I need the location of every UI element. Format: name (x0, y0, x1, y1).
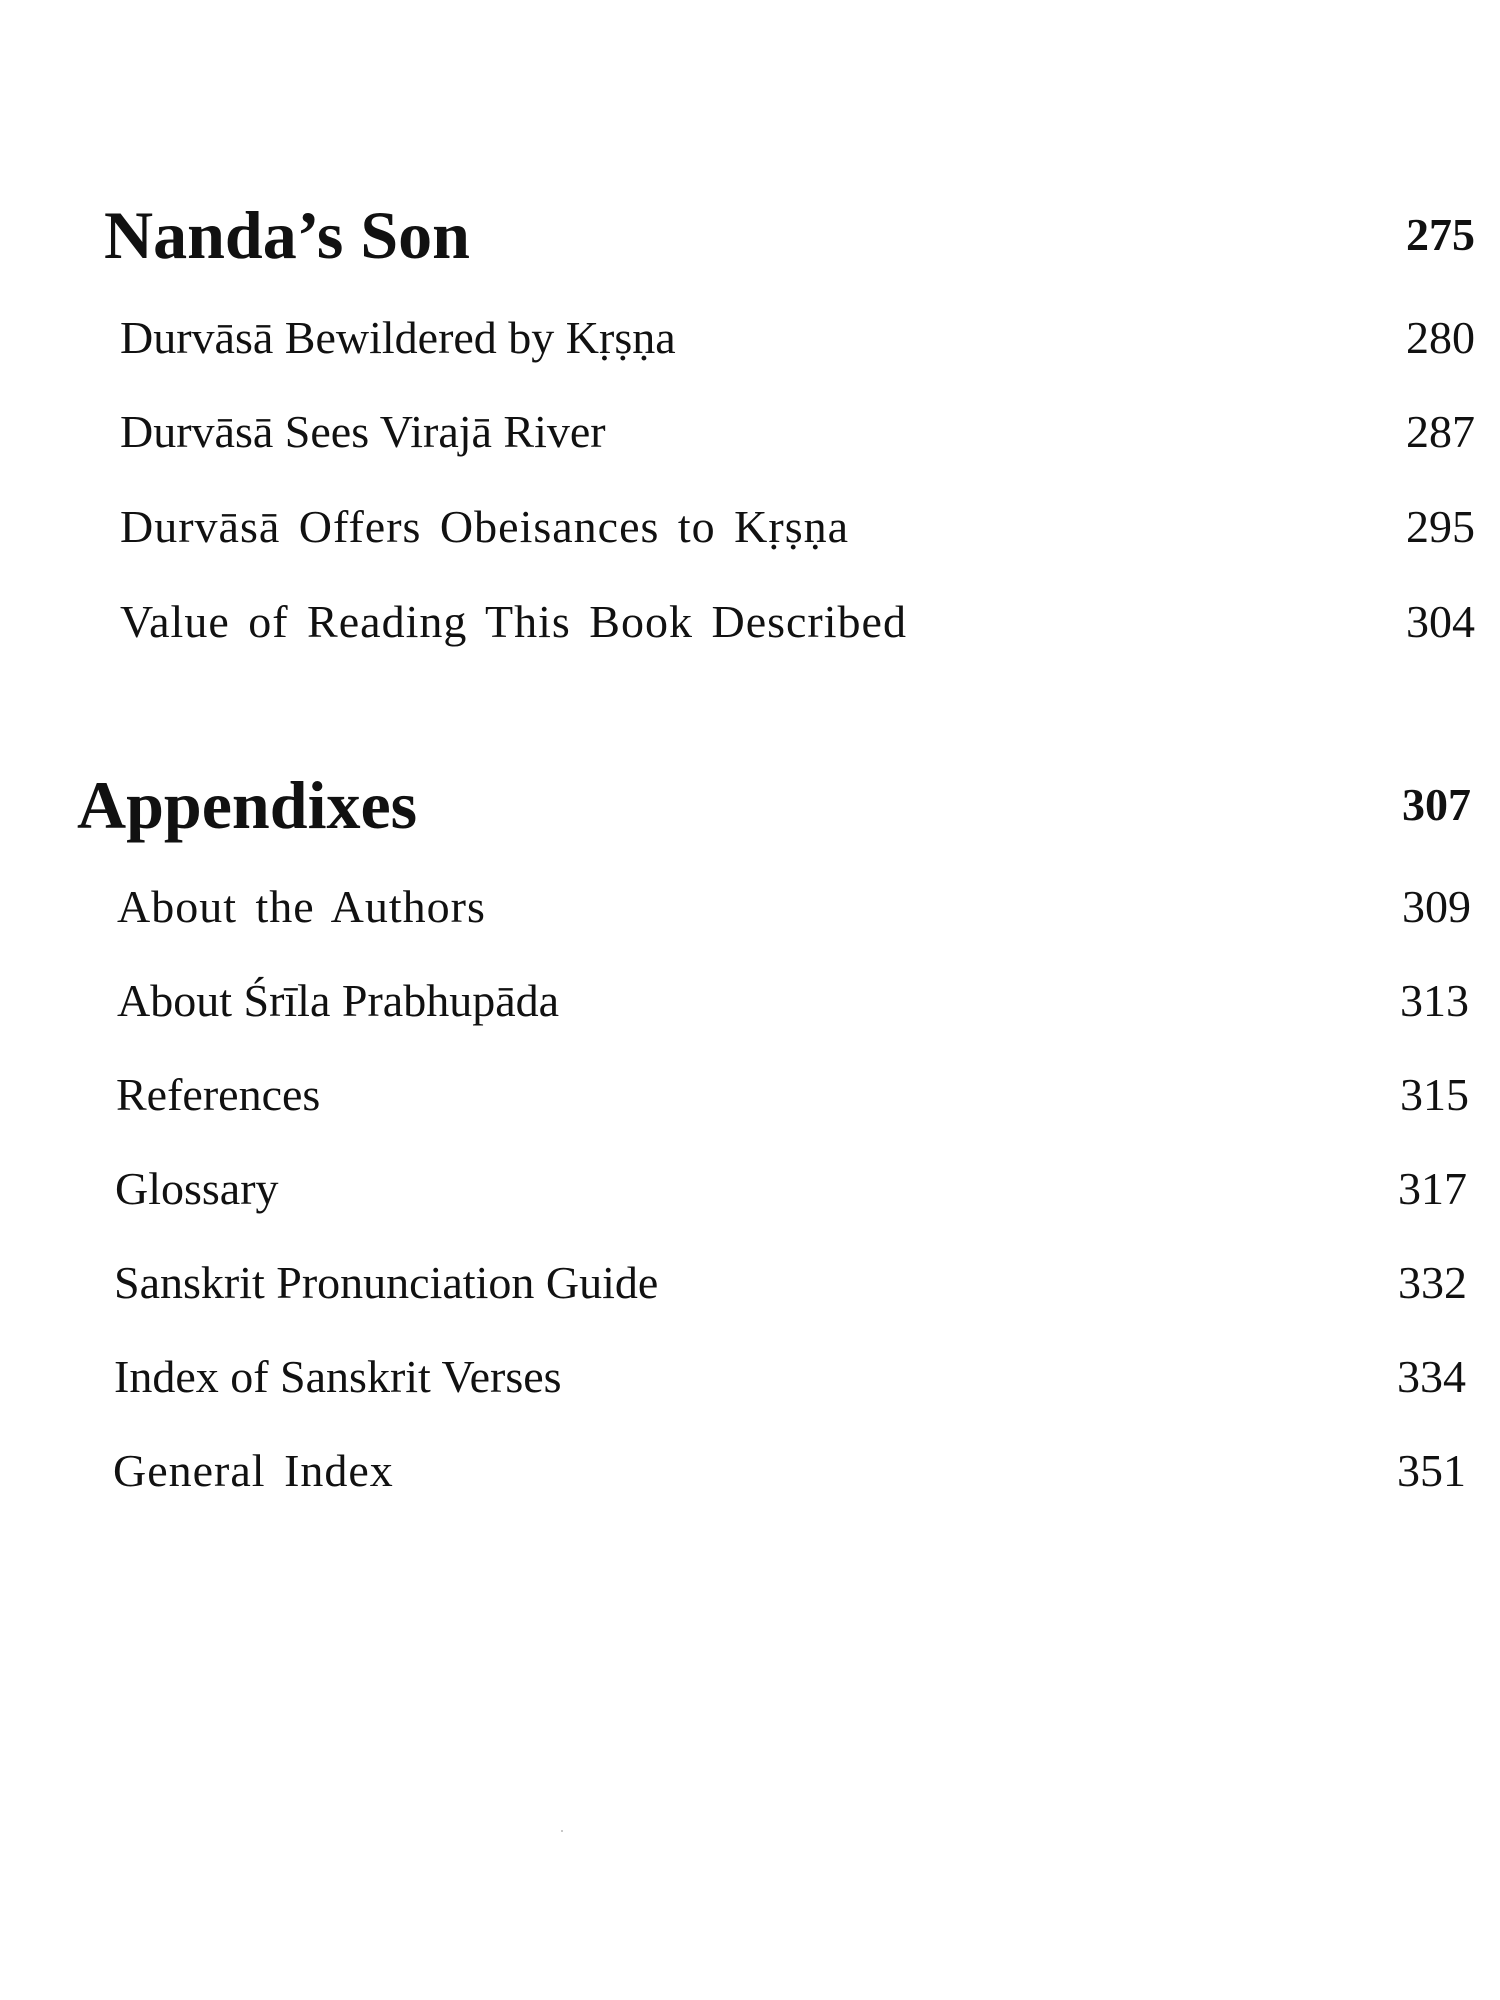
toc-entry-page: 332 (1398, 1257, 1467, 1308)
section-heading-nandas-son[interactable] (0, 195, 1475, 275)
section-page-number: 307 (1402, 779, 1471, 830)
toc-entry-title: Value of Reading This Book Described (120, 596, 907, 647)
section-page-number: 275 (1406, 209, 1475, 260)
toc-entry-page: 295 (1406, 501, 1475, 552)
toc-entry-page: 309 (1402, 881, 1471, 932)
section-title: Nanda’s Son (104, 197, 470, 273)
toc-entry[interactable] (0, 1337, 1466, 1417)
toc-entry-page: 287 (1406, 406, 1475, 457)
scan-speck (561, 1830, 563, 1832)
toc-entry-title: Glossary (115, 1163, 279, 1214)
toc-entry-title: Durvāsā Offers Obeisances to Kṛṣṇa (120, 501, 850, 552)
toc-entry-title: Index of Sanskrit Verses (114, 1351, 562, 1402)
toc-entry[interactable] (0, 1243, 1467, 1323)
toc-entry[interactable] (0, 1431, 1466, 1511)
toc-entry-page: 280 (1406, 312, 1475, 363)
toc-entry-title: About Śrīla Prabhupāda (117, 975, 560, 1026)
toc-entry-title: General Index (113, 1445, 394, 1496)
toc-entry[interactable] (0, 298, 1475, 378)
toc-entry-page: 317 (1398, 1163, 1467, 1214)
toc-entry-page: 304 (1406, 596, 1475, 647)
toc-entry-title: References (116, 1069, 321, 1120)
toc-entry-page: 315 (1400, 1069, 1469, 1120)
toc-entry-title: Durvāsā Bewildered by Kṛṣṇa (120, 312, 676, 363)
section-heading-appendixes[interactable] (0, 765, 1471, 845)
toc-entry[interactable] (0, 961, 1469, 1041)
toc-entry[interactable] (0, 1149, 1467, 1229)
toc-entry[interactable] (0, 582, 1475, 662)
toc-entry-title: Sanskrit Pronunciation Guide (114, 1257, 659, 1308)
toc-entry[interactable] (0, 867, 1471, 947)
toc-entry-page: 313 (1400, 975, 1469, 1026)
toc-entry[interactable] (0, 1055, 1469, 1135)
section-title: Appendixes (77, 767, 418, 843)
toc-entry[interactable] (0, 487, 1475, 567)
toc-entry-page: 334 (1397, 1351, 1466, 1402)
toc-entry-title: About the Authors (117, 881, 486, 932)
toc-entry[interactable] (0, 392, 1475, 472)
toc-entry-title: Durvāsā Sees Virajā River (120, 406, 606, 457)
toc-entry-page: 351 (1397, 1445, 1466, 1496)
